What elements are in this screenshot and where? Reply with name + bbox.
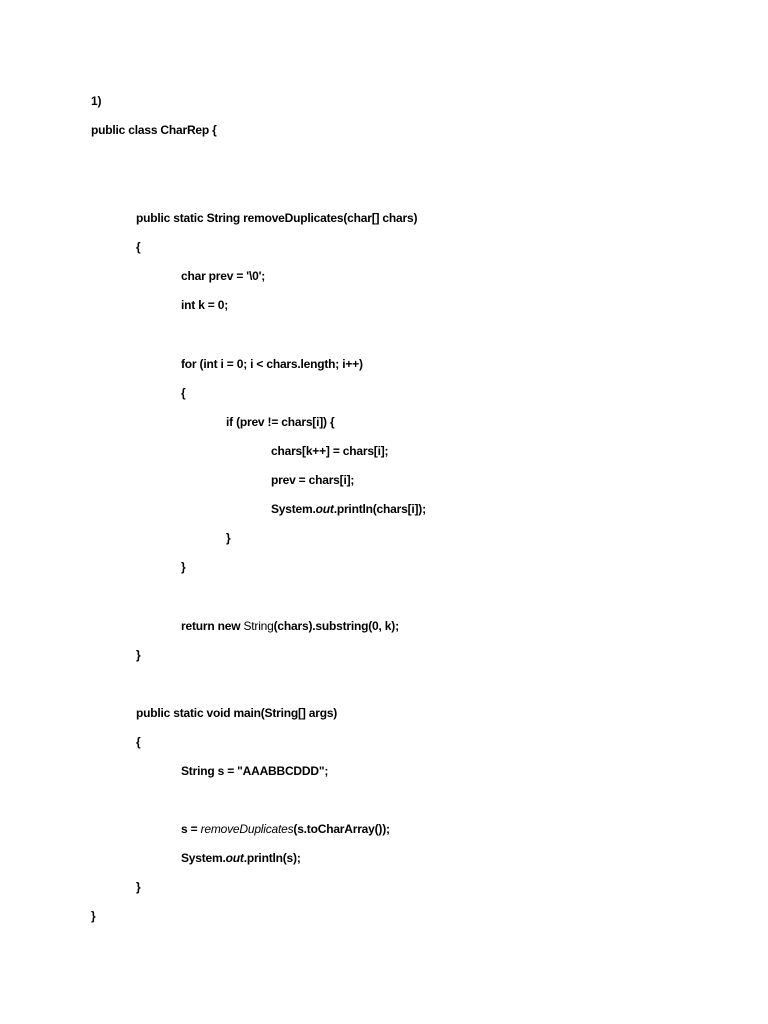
- class-declaration: public class CharRep {: [91, 123, 217, 137]
- prev-declaration: char prev = '\0';: [181, 269, 266, 283]
- main-open-brace: {: [136, 735, 141, 749]
- assign-k-statement: chars[k++] = chars[i];: [271, 444, 389, 458]
- method-open-brace: {: [136, 240, 141, 254]
- return-type: String: [243, 619, 274, 633]
- println-out-field: out: [315, 502, 334, 516]
- println-s-statement: [181, 850, 301, 866]
- remove-duplicates-call: [181, 821, 390, 837]
- return-statement: [181, 618, 399, 634]
- signature-return-type: String: [206, 211, 241, 225]
- k-declaration: int k = 0;: [181, 298, 229, 312]
- if-statement: if (prev != chars[i]) {: [226, 415, 335, 429]
- signature-param: [] chars): [371, 211, 418, 225]
- println-s-suffix: .println(s);: [243, 851, 301, 865]
- println-s-out-field: out: [225, 851, 244, 865]
- method-close-brace: }: [136, 648, 141, 662]
- return-suffix: (chars).substring(0, k);: [273, 619, 399, 633]
- println-chars-statement: [271, 501, 426, 517]
- method-signature-remove-duplicates: [136, 210, 417, 226]
- for-loop-header: for (int i = 0; i < chars.length; i++): [181, 357, 363, 371]
- assign-prev-statement: prev = chars[i];: [271, 473, 355, 487]
- println-suffix: .println(chars[i]);: [333, 502, 426, 516]
- main-close-brace: }: [136, 880, 141, 894]
- println-s-prefix: System.: [181, 851, 226, 865]
- string-s-declaration: String s = "AAABBCDDD";: [181, 764, 329, 778]
- for-close-brace: }: [181, 560, 186, 574]
- signature-param-type: char: [347, 211, 372, 225]
- call-function-name: removeDuplicates: [200, 822, 294, 836]
- call-prefix: s =: [181, 822, 201, 836]
- method-signature-main: public static void main(String[] args): [136, 706, 338, 720]
- if-close-brace: }: [226, 531, 231, 545]
- call-suffix: (s.toCharArray());: [293, 822, 390, 836]
- question-number: 1): [91, 94, 102, 108]
- class-close-brace: }: [91, 909, 96, 923]
- return-prefix: return new: [181, 619, 244, 633]
- signature-modifiers: public static: [136, 211, 207, 225]
- for-open-brace: {: [181, 386, 186, 400]
- println-prefix: System.: [271, 502, 316, 516]
- signature-method-name: removeDuplicates(: [240, 211, 348, 225]
